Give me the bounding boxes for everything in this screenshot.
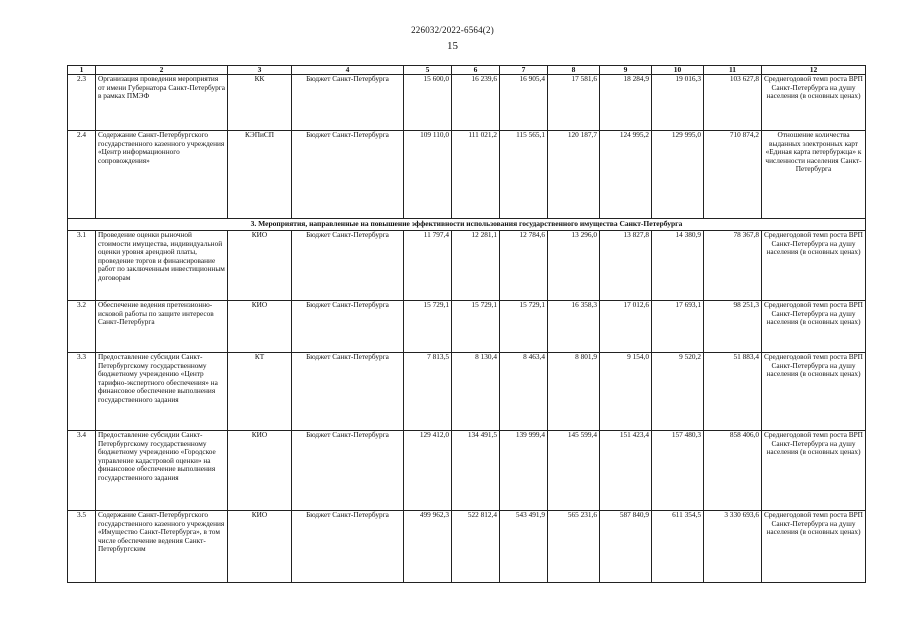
funding-value: 3 330 693,6: [704, 511, 762, 583]
funding-value: 157 480,3: [652, 431, 704, 511]
funding-value: 15 600,0: [404, 75, 452, 131]
event-name: Проведение оценки рыночной стоимости имущества, индивидуальной оценки уровня арендной платы, проведение торгов и финансирование работ по заключенным инвестиционным договорам: [96, 231, 228, 301]
column-number: 11: [704, 66, 762, 75]
executor: КИО: [228, 511, 292, 583]
funding-value: 19 016,3: [652, 75, 704, 131]
table-row: [68, 75, 866, 131]
page-number: 15: [447, 40, 458, 52]
event-name: Содержание Санкт-Петербургского государственного казенного учреждения «Центр информационного сопровождения»: [96, 131, 228, 219]
funding-source: Бюджет Санкт-Петербурга: [292, 353, 404, 431]
funding-value: 17 012,6: [600, 301, 652, 353]
funding-value: 9 154,0: [600, 353, 652, 431]
funding-value: 543 491,9: [500, 511, 548, 583]
funding-value: 710 874,2: [704, 131, 762, 219]
event-name: Содержание Санкт-Петербургского государственного казенного учреждения «Имущество Санкт-Петербурга», в том числе обеспечение ведения Санкт-Петербургским: [96, 511, 228, 583]
document-id: 226032/2022-6564(2): [411, 25, 494, 35]
column-number-row: [68, 66, 866, 75]
funding-value: 8 463,4: [500, 353, 548, 431]
executor: КЭПиСП: [228, 131, 292, 219]
row-number: 3.2: [68, 301, 96, 353]
funding-value: 16 358,3: [548, 301, 600, 353]
executor: КТ: [228, 353, 292, 431]
funding-value: 51 883,4: [704, 353, 762, 431]
executor: КИО: [228, 431, 292, 511]
funding-value: 15 729,1: [452, 301, 500, 353]
funding-value: 103 627,8: [704, 75, 762, 131]
column-number: 4: [292, 66, 404, 75]
table-row: [68, 353, 866, 431]
funding-value: 8 130,4: [452, 353, 500, 431]
funding-value: 499 962,3: [404, 511, 452, 583]
table-row: [68, 301, 866, 353]
funding-value: 15 729,1: [500, 301, 548, 353]
indicator: Среднегодовой темп роста ВРП Санкт-Петербурга на душу населения (в основных ценах): [762, 301, 866, 353]
section-title: 3. Мероприятия, направленные на повышение эффективности использования государственного имущества Санкт-Петербурга: [68, 219, 866, 231]
funding-value: 587 840,9: [600, 511, 652, 583]
funding-value: 9 520,2: [652, 353, 704, 431]
funding-source: Бюджет Санкт-Петербурга: [292, 131, 404, 219]
funding-source: Бюджет Санкт-Петербурга: [292, 75, 404, 131]
column-number: 1: [68, 66, 96, 75]
executor: КИО: [228, 231, 292, 301]
indicator: Среднегодовой темп роста ВРП Санкт-Петербурга на душу населения (в основных ценах): [762, 431, 866, 511]
row-number: 3.3: [68, 353, 96, 431]
column-number: 12: [762, 66, 866, 75]
executor: КК: [228, 75, 292, 131]
row-number: 2.4: [68, 131, 96, 219]
table-row: [68, 131, 866, 219]
event-name: Предоставление субсидии Санкт-Петербургскому государственному бюджетному учреждению «Центр тарифно-экспертного обеспечения» на финансовое обеспечение выполнения государственного задания: [96, 353, 228, 431]
table-row: [68, 431, 866, 511]
column-number: 8: [548, 66, 600, 75]
funding-value: 16 239,6: [452, 75, 500, 131]
funding-value: 134 491,5: [452, 431, 500, 511]
row-number: 2.3: [68, 75, 96, 131]
funding-value: 8 801,9: [548, 353, 600, 431]
executor: КИО: [228, 301, 292, 353]
row-number: 3.1: [68, 231, 96, 301]
table-row: [68, 511, 866, 583]
column-number: 7: [500, 66, 548, 75]
funding-value: 139 999,4: [500, 431, 548, 511]
funding-source: Бюджет Санкт-Петербурга: [292, 511, 404, 583]
funding-source: Бюджет Санкт-Петербурга: [292, 301, 404, 353]
funding-value: 12 784,6: [500, 231, 548, 301]
funding-value: 145 599,4: [548, 431, 600, 511]
funding-value: 17 693,1: [652, 301, 704, 353]
funding-value: 98 251,3: [704, 301, 762, 353]
column-number: 3: [228, 66, 292, 75]
indicator: Среднегодовой темп роста ВРП Санкт-Петербурга на душу населения (в основных ценах): [762, 353, 866, 431]
funding-value: 15 729,1: [404, 301, 452, 353]
funding-value: 16 905,4: [500, 75, 548, 131]
funding-value: 18 284,9: [600, 75, 652, 131]
program-table: [67, 65, 866, 583]
funding-source: Бюджет Санкт-Петербурга: [292, 231, 404, 301]
funding-value: 78 367,8: [704, 231, 762, 301]
funding-value: 14 380,9: [652, 231, 704, 301]
funding-value: 12 281,1: [452, 231, 500, 301]
funding-value: 115 565,1: [500, 131, 548, 219]
row-number: 3.5: [68, 511, 96, 583]
funding-value: 565 231,6: [548, 511, 600, 583]
funding-value: 129 995,0: [652, 131, 704, 219]
section-header-row: [68, 219, 866, 231]
column-number: 2: [96, 66, 228, 75]
funding-value: 111 021,2: [452, 131, 500, 219]
funding-value: 611 354,5: [652, 511, 704, 583]
funding-value: 120 187,7: [548, 131, 600, 219]
funding-value: 124 995,2: [600, 131, 652, 219]
funding-value: 151 423,4: [600, 431, 652, 511]
funding-value: 109 110,0: [404, 131, 452, 219]
indicator: Отношение количества выданных электронных карт «Единая карта петербуржца» к численности населения Санкт-Петербурга: [762, 131, 866, 219]
event-name: Предоставление субсидии Санкт-Петербургскому государственному бюджетному учреждению «Городское управление кадастровой оценки» на финансовое обеспечение выполнения государственного задания: [96, 431, 228, 511]
column-number: 10: [652, 66, 704, 75]
funding-value: 129 412,0: [404, 431, 452, 511]
funding-value: 522 812,4: [452, 511, 500, 583]
column-number: 6: [452, 66, 500, 75]
funding-value: 13 296,0: [548, 231, 600, 301]
column-number: 5: [404, 66, 452, 75]
funding-value: 17 581,6: [548, 75, 600, 131]
funding-value: 858 406,0: [704, 431, 762, 511]
indicator: Среднегодовой темп роста ВРП Санкт-Петербурга на душу населения (в основных ценах): [762, 75, 866, 131]
event-name: Обеспечение ведения претензионно-исковой работы по защите интересов Санкт-Петербурга: [96, 301, 228, 353]
column-number: 9: [600, 66, 652, 75]
row-number: 3.4: [68, 431, 96, 511]
funding-source: Бюджет Санкт-Петербурга: [292, 431, 404, 511]
table-row: [68, 231, 866, 301]
funding-value: 7 813,5: [404, 353, 452, 431]
indicator: Среднегодовой темп роста ВРП Санкт-Петербурга на душу населения (в основных ценах): [762, 231, 866, 301]
funding-value: 13 827,8: [600, 231, 652, 301]
indicator: Среднегодовой темп роста ВРП Санкт-Петербурга на душу населения (в основных ценах): [762, 511, 866, 583]
funding-value: 11 797,4: [404, 231, 452, 301]
event-name: Организация проведения мероприятия от имени Губернатора Санкт-Петербурга в рамках ПМЭФ: [96, 75, 228, 131]
